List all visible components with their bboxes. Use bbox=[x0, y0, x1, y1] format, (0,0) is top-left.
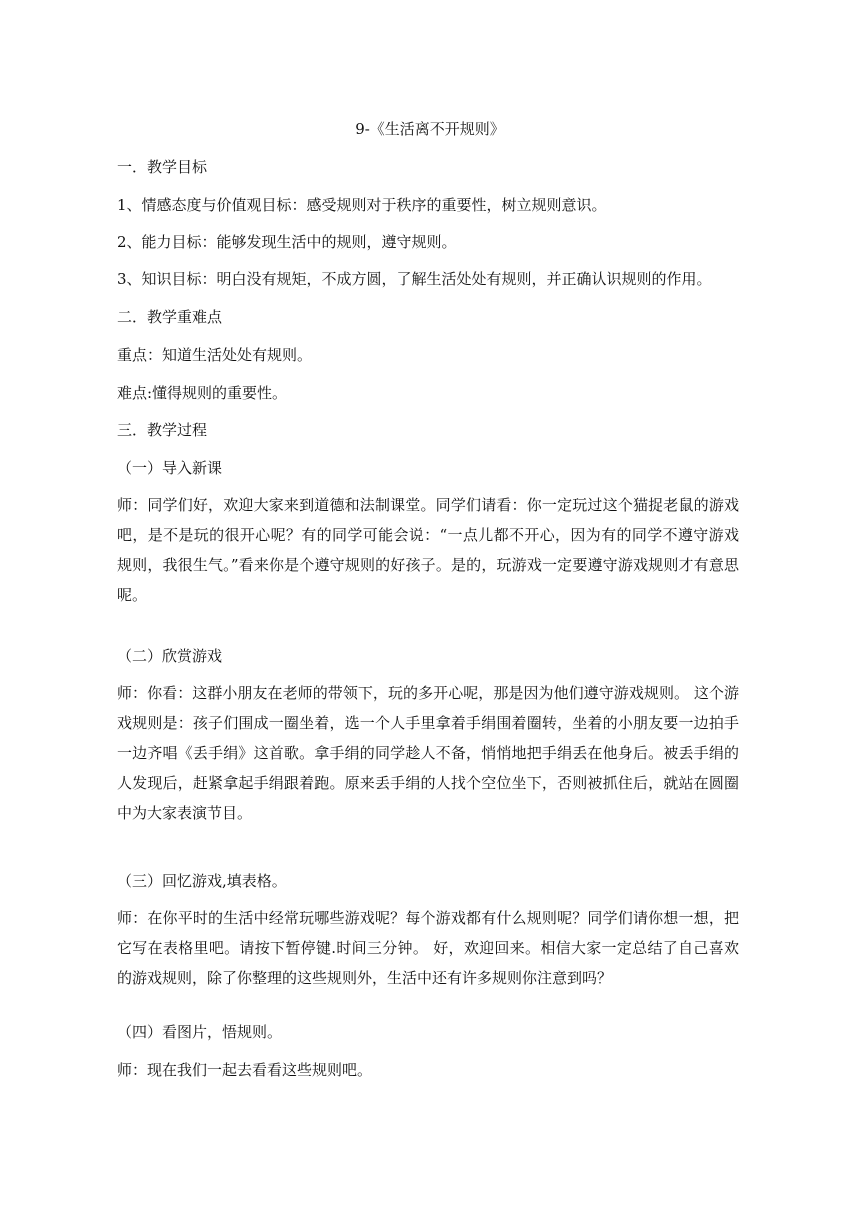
step-heading-recall: （三）回忆游戏,填表格。 bbox=[117, 872, 287, 890]
difficult-point-text: 难点:懂得规则的重要性。 bbox=[117, 384, 288, 402]
step-paragraph-intro: 师：同学们好，欢迎大家来到道德和法制课堂。同学们请看：你一定玩过这个猫捉老鼠的游戏吧，是不是玩的很开心呢？有的同学可能会说：“一点儿都不开心，因为有的同学不遵守游戏规则，我很生气。”看来你是个遵守规则的好孩子。是的，玩游戏一定要遵守游戏规则才有意思呢。 bbox=[117, 496, 739, 604]
step-heading-game: （二）欣赏游戏 bbox=[117, 647, 223, 665]
step-heading-intro: （一）导入新课 bbox=[117, 459, 223, 477]
step-paragraph-recall: 师：在你平时的生活中经常玩哪些游戏呢？每个游戏都有什么规则呢？同学们请你想一想，把它写在表格里吧。请按下暂停键.时间三分钟。 好，欢迎回来。相信大家一定总结了自己喜欢的游戏规则，除了你整理的这些规则外，生活中还有许多规则你注意到吗？ bbox=[117, 909, 739, 987]
goal-item-3: 3、知识目标：明白没有规矩，不成方圆，了解生活处处有规则，并正确认识规则的作用。 bbox=[117, 270, 712, 288]
section-heading-key-points: 二．教学重难点 bbox=[117, 308, 223, 326]
step-paragraph-game: 师：你看：这群小朋友在老师的带领下，玩的多开心呢，那是因为他们遵守游戏规则。 这个游戏规则是：孩子们围成一圈坐着，选一个人手里拿着手绢围着圈转，坐着的小朋友要一边拍手一边齐唱《丢手绢》这首歌。拿手绢的同学趁人不备，悄悄地把手绢丢在他身后。被丢手绢的人发现后，赶紧拿起手绢跟着跑。原来丢手绢的人找个空位坐下，否则被抓住后，就站在圆圈中为大家表演节目。 bbox=[117, 684, 739, 822]
section-heading-goals: 一．教学目标 bbox=[117, 158, 208, 176]
goal-item-2: 2、能力目标：能够发现生活中的规则，遵守规则。 bbox=[117, 233, 457, 251]
section-heading-process: 三．教学过程 bbox=[117, 421, 208, 439]
step-heading-pictures: （四）看图片，悟规则。 bbox=[117, 1023, 283, 1041]
document-title: 9-《生活离不开规则》 bbox=[355, 120, 505, 138]
key-point-text: 重点：知道生活处处有规则。 bbox=[117, 346, 313, 364]
step-paragraph-pictures: 师：现在我们一起去看看这些规则吧。 bbox=[117, 1061, 373, 1079]
goal-item-1: 1、情感态度与价值观目标：感受规则对于秩序的重要性，树立规则意识。 bbox=[117, 196, 607, 214]
